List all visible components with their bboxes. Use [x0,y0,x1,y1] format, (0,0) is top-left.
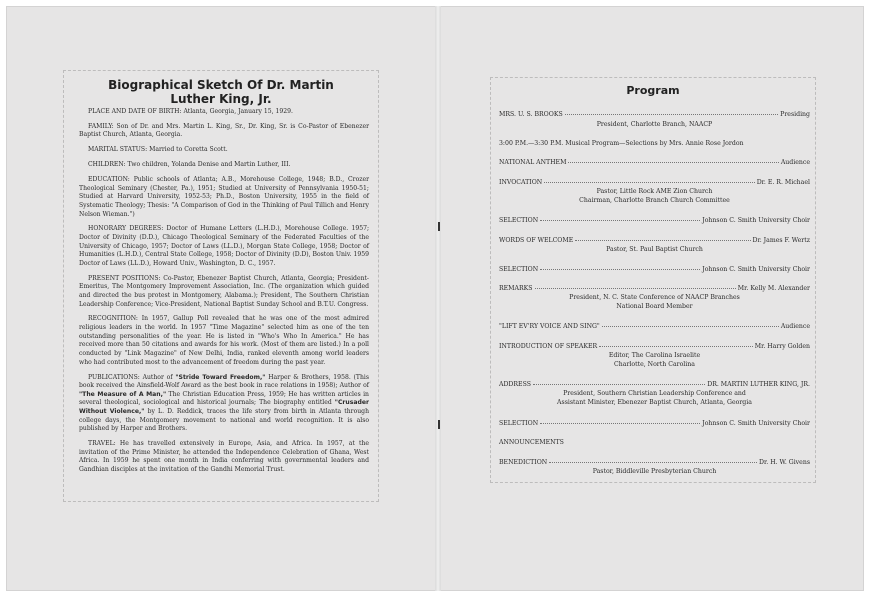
leader-dots [544,181,754,183]
row-caption: National Board Member [616,303,693,310]
leader-dots [549,461,757,463]
leader-dots [540,219,700,221]
row-item: INTRODUCTION OF SPEAKER [499,343,598,350]
row-item: SELECTION [499,217,539,224]
row-person: Johnson C. Smith University Choir [702,420,810,427]
row-item: REMARKS [499,285,533,292]
row-item: SELECTION [499,420,539,427]
program-row [499,159,810,166]
row-caption: Pastor, Little Rock AME Zion Church [596,188,713,195]
leader-dots [575,239,750,241]
children-paragraph: CHILDREN: Two children, Yolanda Denise and Martin Luther, III. [88,161,291,169]
row-person: Dr. James F. Wertz [752,237,810,244]
row-item: MRS. U. S. BROOKS [499,111,563,118]
row-person: Johnson C. Smith University Choir [702,217,810,224]
leader-dots [599,345,753,347]
program-row [499,285,810,292]
row-person: Audience [780,159,810,166]
row-caption: Pastor, Biddleville Presbyterian Church [592,468,717,475]
program-page [490,77,816,483]
program-row [499,111,810,118]
row-person: Dr. H. W. Givens [759,459,810,466]
leader-dots [568,161,778,163]
musical-program: 3:00 P.M.—3:30 P.M. Musical Program—Selections by Mrs. Annie Rose Jordon [499,140,744,147]
leader-dots [533,383,705,385]
row-person: Dr. E. R. Michael [756,179,810,186]
program-row [499,179,810,186]
travel-paragraph: TRAVEL: He has travelled extensively in Europe, Asia, and Africa. In 1957, at the invitation of the Prime Minister, he attended the Independence Celebration of Ghana, West Africa. In 1959 he spent one month in India conferring with governmental leaders and Gandhian disciples at the invitation of the Gandhi Memorial Trust. [79,440,369,474]
row-item: INVOCATION [499,179,543,186]
row-caption: Chairman, Charlotte Branch Church Committee [579,197,730,204]
recognition-paragraph: RECOGNITION: In 1957, Gallup Poll revealed that he was one of the most admired religious leaders in the world. In 1957 "Time Magazine" selected him as one of the ten outstanding personalities of the year. He is listed in "Who's Who In America." He has received more than 50 citations and awards for his work. (Most of them are listed.) In a poll conducted by "Link Magazine" of New Delhi, India, ranked eleventh among world leaders who had contributed most to the advancement of freedom during the past year. [79,315,369,366]
staple-mark [438,420,440,429]
marital-paragraph: MARITAL STATUS: Married to Coretta Scott. [88,146,228,154]
birth-paragraph: PLACE AND DATE OF BIRTH: Atlanta, Georgia, January 15, 1929. [88,108,293,115]
row-item: "LIFT EV'RY VOICE AND SING" [499,323,600,330]
publications-paragraph [79,374,369,434]
row-caption: Pastor, St. Paul Baptist Church [606,246,703,253]
program-row [499,323,810,330]
row-item: BENEDICTION [499,459,548,466]
row-person: Audience [780,323,810,330]
pub-text: PUBLICATIONS: Author of [88,373,176,381]
program-row [499,381,810,388]
honorary-paragraph: HONORARY DEGREES: Doctor of Humane Letters (L.H.D.), Morehouse College. 1957; Doctor of Divinity (D.D.), Chicago Theological Seminary of the Federated Faculties of the University of Chicago, 1957; Doctor of Laws (LL.D.), Morgan State College, 1958; Doctor of Humanities (L.H.D.), Central State College, 1958; Doctor of Divinity (D.D), Boston Univ. 1959 Doctor of Laws (LL.D.), Howard Univ., Washington, D. C., 1957. [79,225,369,267]
leader-dots [540,422,700,424]
row-item: NATIONAL ANTHEM [499,159,567,166]
education-paragraph: EDUCATION: Public schools of Atlanta; A.B., Morehouse College, 1948; B.D., Crozer Theological Seminary (Chester, Pa.), 1951; Studied at University of Pennsylvania 1950-51; Studied at Harvard University, 1952-53; Ph.D., Boston University, 1955 in the field of Systematic Theology; Thesis: "A Comparison of God in the Thinking of Paul Tillich and Henry Nelson Wieman.") [79,175,369,218]
announcements: ANNOUNCEMENTS [499,439,564,446]
positions-paragraph: PRESENT POSITIONS: Co-Pastor, Ebenezer Baptist Church, Atlanta, Georgia; President-Emeritus, The Montgomery Improvement Association, Inc. (The organization which guided and directed the bus protest in Montgomery, Alabama.); President, The Southern Christian Leadership Conference; Vice-President, National Baptist Sunday School and B.T.U. Congress. [79,274,369,308]
row-caption: President, Southern Christian Leadership Conference and [563,390,746,397]
biography-title: Biographical Sketch Of Dr. Martin Luther King, Jr. [108,78,334,106]
row-item: WORDS OF WELCOME [499,237,574,244]
leader-dots [602,325,779,327]
program-row [499,266,810,273]
leader-dots [540,268,700,270]
pub-text: Harper & Brothers, 1958. (This book received the Ainsfield-Wolf Award as the best book in race relations in 1958); Author of [79,373,369,390]
row-person: Mr. Harry Golden [754,343,810,350]
program-row [499,217,810,224]
program-title: Program [626,84,680,97]
program-row [499,237,810,244]
row-caption: Charlotte, North Carolina [614,361,695,368]
row-item: ADDRESS [499,381,531,388]
center-fold [435,6,441,591]
pub-text: by L. D. Reddick, traces the life story from birth in Atlanta through college days, the Montgomery movement to national and world recognition. It is also published by Harper and Brothers. [79,408,369,433]
book-title: "The Measure of A Man," [79,390,167,398]
program-row [499,459,810,466]
row-caption: President, N. C. State Conference of NAACP Branches [569,294,740,301]
program-row [499,343,810,350]
leader-dots [535,287,736,289]
program-row [499,420,810,427]
row-person: DR. MARTIN LUTHER KING, JR. [707,381,810,388]
pub-text: The Christian Education Press, 1959; He has written articles in several theological, sociological and historical journals; The biography entitled [79,390,369,407]
biography-page [63,70,379,502]
book-title: "Stride Toward Freedom," [175,373,266,381]
row-item: SELECTION [499,266,539,273]
book-title: "Crusader Without Violence," [79,399,369,416]
row-caption: President, Charlotte Branch, NAACP [596,121,713,128]
row-caption: Editor, The Carolina Israelite [608,352,701,359]
family-paragraph: FAMILY: Son of Dr. and Mrs. Martin L. King, Sr., Dr. King, Sr. is Co-Pastor of Ebenezer Baptist Church, Atlanta, Georgia. [79,122,369,139]
row-person: Presiding [780,111,810,118]
leader-dots [565,113,778,115]
biography-body [79,108,369,481]
row-person: Mr. Kelly M. Alexander [737,285,810,292]
row-person: Johnson C. Smith University Choir [702,266,810,273]
staple-mark [438,222,440,231]
row-caption: Assistant Minister, Ebenezer Baptist Church, Atlanta, Georgia [557,399,752,406]
